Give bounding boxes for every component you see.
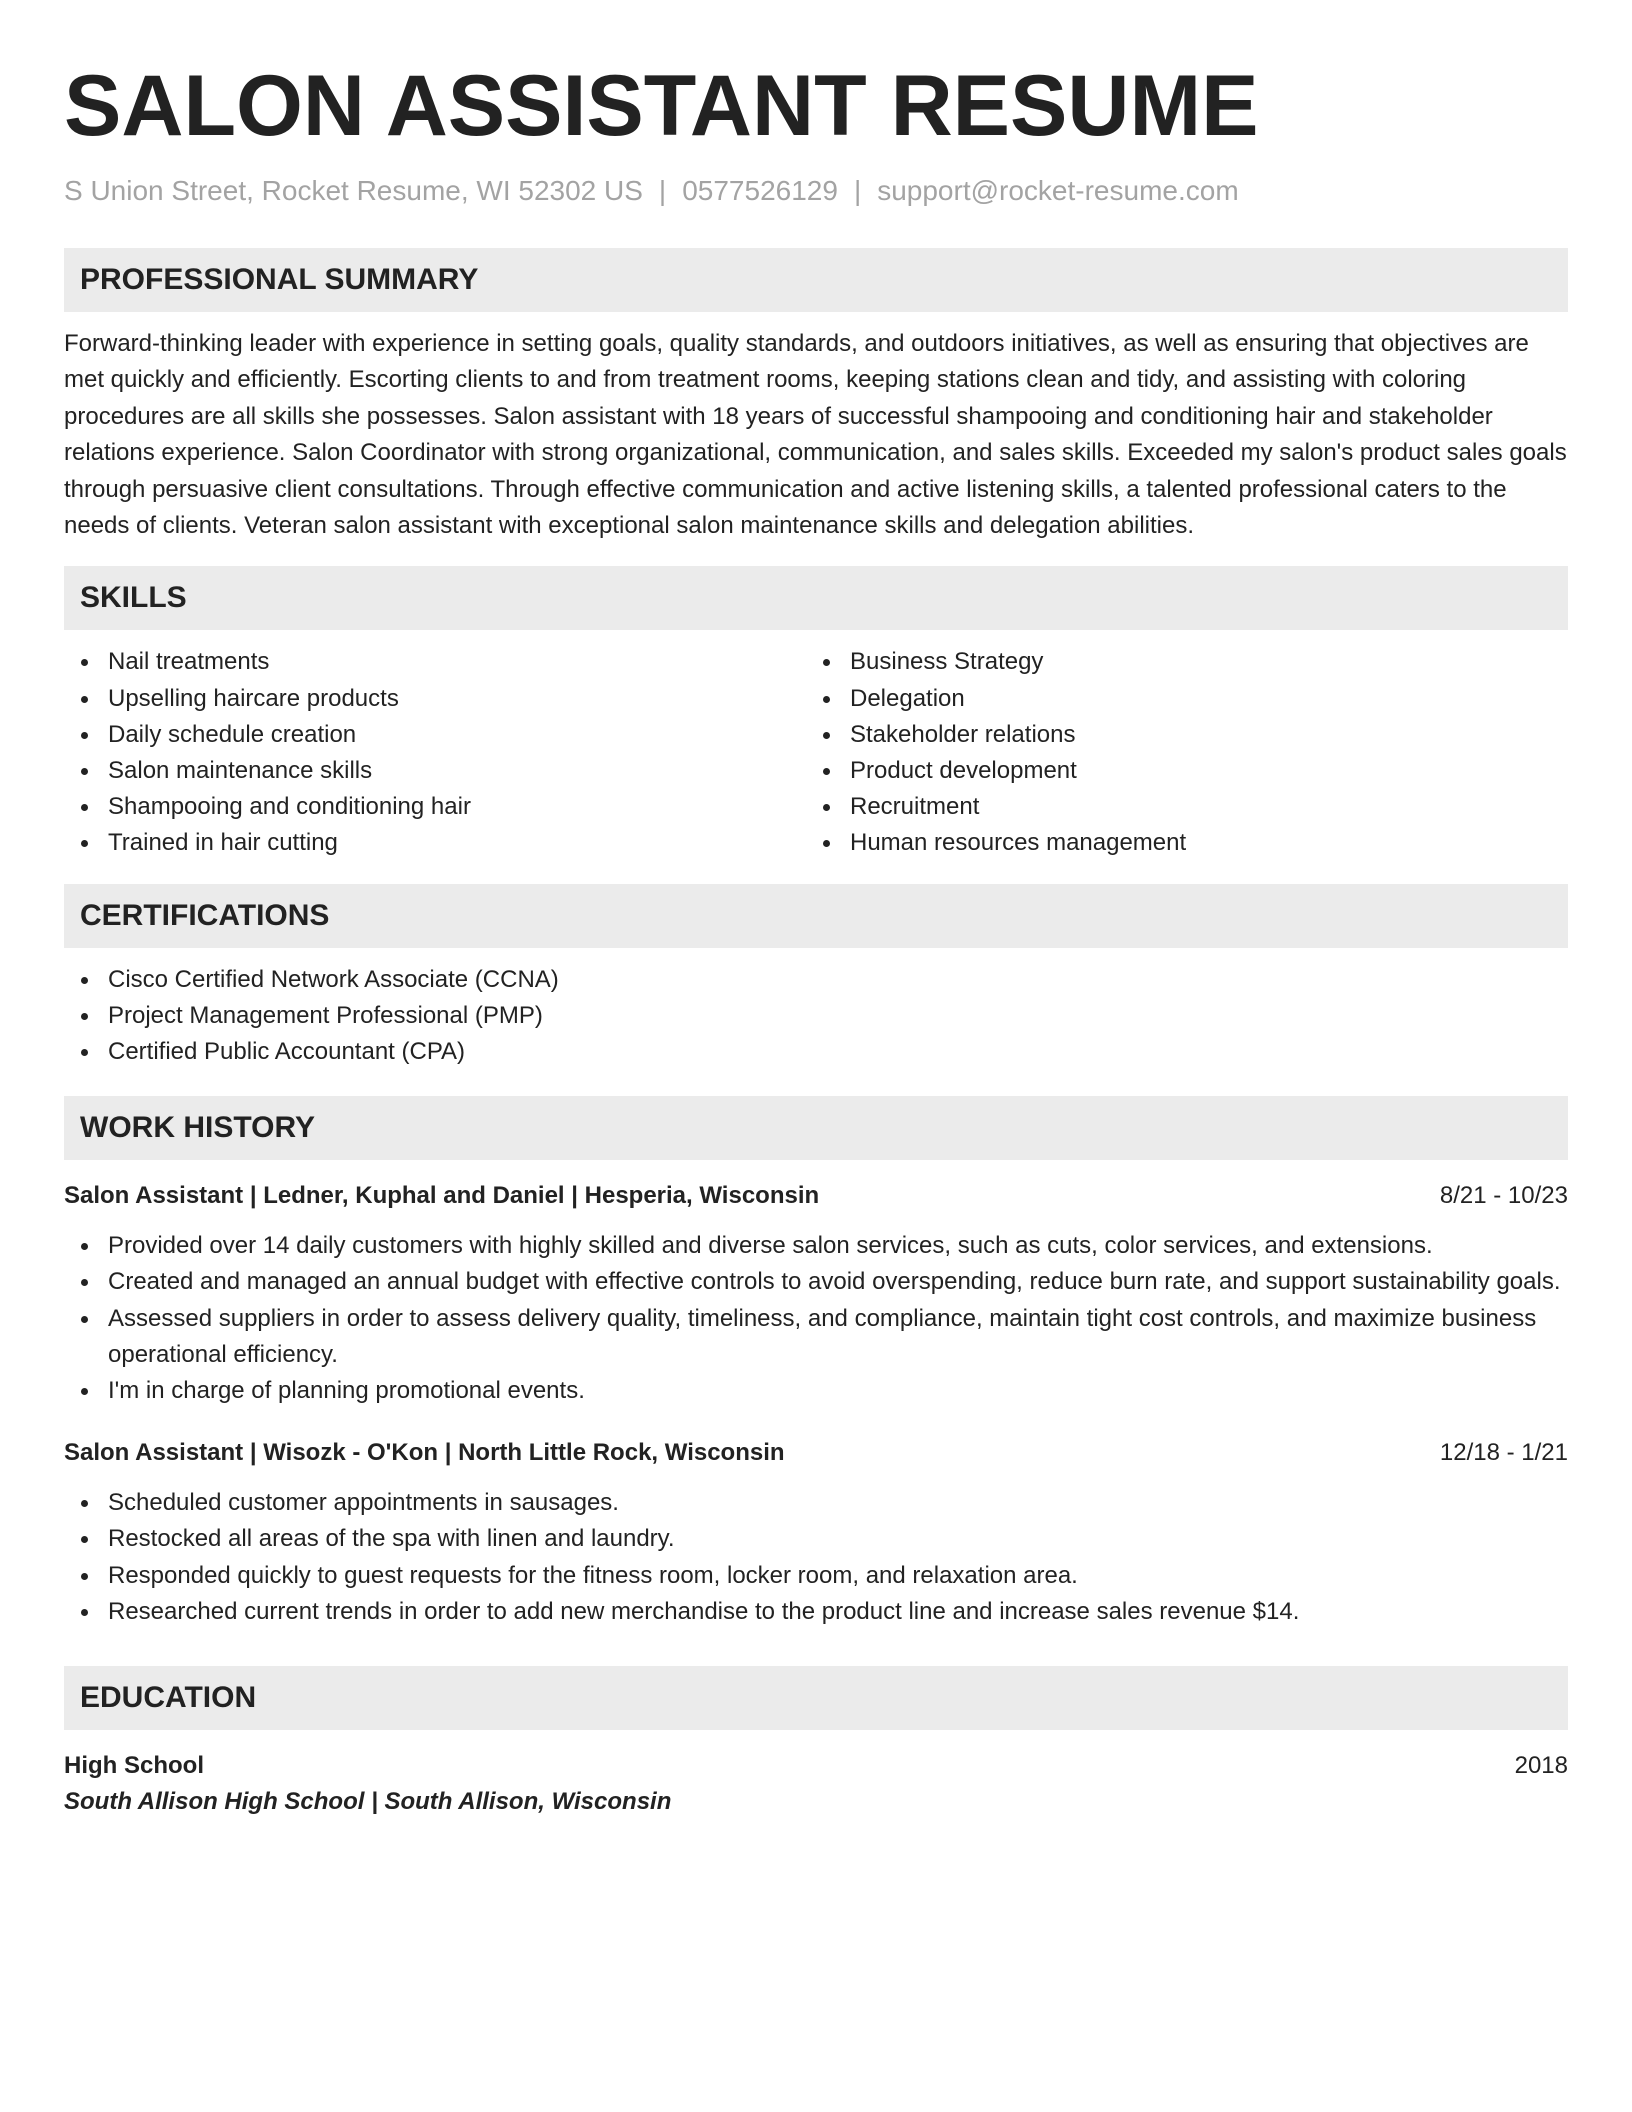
education-school: South Allison High School | South Allison, Wisconsin bbox=[64, 1788, 672, 1816]
list-item: Created and managed an annual budget with effective controls to avoid overspending, reduce burn rate, and support sustainability goals. bbox=[64, 1264, 1568, 1300]
contact-address: S Union Street, Rocket Resume, WI 52302 US bbox=[64, 175, 643, 206]
section-header-skills: SKILLS bbox=[64, 566, 1568, 630]
education-header bbox=[64, 1748, 1568, 1784]
certifications-list bbox=[64, 962, 1568, 1071]
job-dates: 8/21 - 10/23 bbox=[1439, 1182, 1568, 1210]
contact-line bbox=[64, 174, 1568, 208]
list-item: Provided over 14 daily customers with highly skilled and diverse salon services, such as cuts, color services, and extensions. bbox=[64, 1228, 1568, 1264]
list-item: Restocked all areas of the spa with linen and laundry. bbox=[64, 1521, 1568, 1557]
education-year: 2018 bbox=[1514, 1752, 1568, 1780]
list-item: Responded quickly to guest requests for the fitness room, locker room, and relaxation area. bbox=[64, 1558, 1568, 1594]
list-item: Certified Public Accountant (CPA) bbox=[64, 1034, 1568, 1070]
list-item: Stakeholder relations bbox=[806, 717, 1548, 753]
job-dates: 12/18 - 1/21 bbox=[1439, 1439, 1568, 1467]
list-item: Upselling haircare products bbox=[64, 681, 806, 717]
list-item: Delegation bbox=[806, 681, 1548, 717]
page-title: SALON ASSISTANT RESUME bbox=[64, 58, 1259, 154]
education-degree: High School bbox=[64, 1752, 204, 1780]
job-bullets bbox=[64, 1228, 1568, 1409]
list-item: I'm in charge of planning promotional events. bbox=[64, 1373, 1568, 1409]
list-item: Salon maintenance skills bbox=[64, 753, 806, 789]
skills-list-left bbox=[64, 644, 806, 861]
list-item: Business Strategy bbox=[806, 644, 1548, 680]
section-header-certifications: CERTIFICATIONS bbox=[64, 884, 1568, 948]
list-item: Human resources management bbox=[806, 825, 1548, 861]
section-header-summary: PROFESSIONAL SUMMARY bbox=[64, 248, 1568, 312]
list-item: Recruitment bbox=[806, 789, 1548, 825]
list-item: Nail treatments bbox=[64, 644, 806, 680]
job-header bbox=[64, 1435, 1568, 1471]
list-item: Assessed suppliers in order to assess delivery quality, timeliness, and compliance, maintain tight cost controls, and maximize business operational efficiency. bbox=[64, 1301, 1568, 1373]
job-title: Salon Assistant | Wisozk - O'Kon | North Little Rock, Wisconsin bbox=[64, 1439, 785, 1467]
list-item: Researched current trends in order to add new merchandise to the product line and increase sales revenue $14. bbox=[64, 1594, 1568, 1630]
contact-separator: | bbox=[853, 175, 862, 206]
summary-text: Forward-thinking leader with experience in setting goals, quality standards, and outdoors initiatives, as well as ensuring that objectives are met quickly and efficiently. Escorting clients to and from treatment rooms, keeping stations clean and tidy, and assisting with coloring procedures are all skills she possesses. Salon assistant with 18 years of successful shampooing and conditioning hair and stakeholder relations experience. Salon Coordinator with strong organizational, communication, and sales skills. Exceeded my salon's product sales goals through persuasive client consultations. Through effective communication and active listening skills, a talented professional caters to the needs of clients. Veteran salon assistant with exceptional salon maintenance skills and delegation abilities. bbox=[64, 330, 1567, 540]
list-item: Trained in hair cutting bbox=[64, 825, 806, 861]
list-item: Cisco Certified Network Associate (CCNA) bbox=[64, 962, 1568, 998]
section-header-education: EDUCATION bbox=[64, 1666, 1568, 1730]
job-title: Salon Assistant | Ledner, Kuphal and Daniel | Hesperia, Wisconsin bbox=[64, 1182, 820, 1210]
list-item: Daily schedule creation bbox=[64, 717, 806, 753]
contact-phone: 0577526129 bbox=[682, 175, 838, 206]
list-item: Project Management Professional (PMP) bbox=[64, 998, 1568, 1034]
list-item: Product development bbox=[806, 753, 1548, 789]
skills-grid bbox=[64, 644, 1568, 861]
contact-email: support@rocket-resume.com bbox=[877, 175, 1239, 206]
job-bullets bbox=[64, 1485, 1568, 1630]
section-header-work-history: WORK HISTORY bbox=[64, 1096, 1568, 1160]
job-header bbox=[64, 1178, 1568, 1214]
list-item: Shampooing and conditioning hair bbox=[64, 789, 806, 825]
list-item: Scheduled customer appointments in sausages. bbox=[64, 1485, 1568, 1521]
contact-separator: | bbox=[658, 175, 667, 206]
skills-list-right bbox=[806, 644, 1548, 861]
